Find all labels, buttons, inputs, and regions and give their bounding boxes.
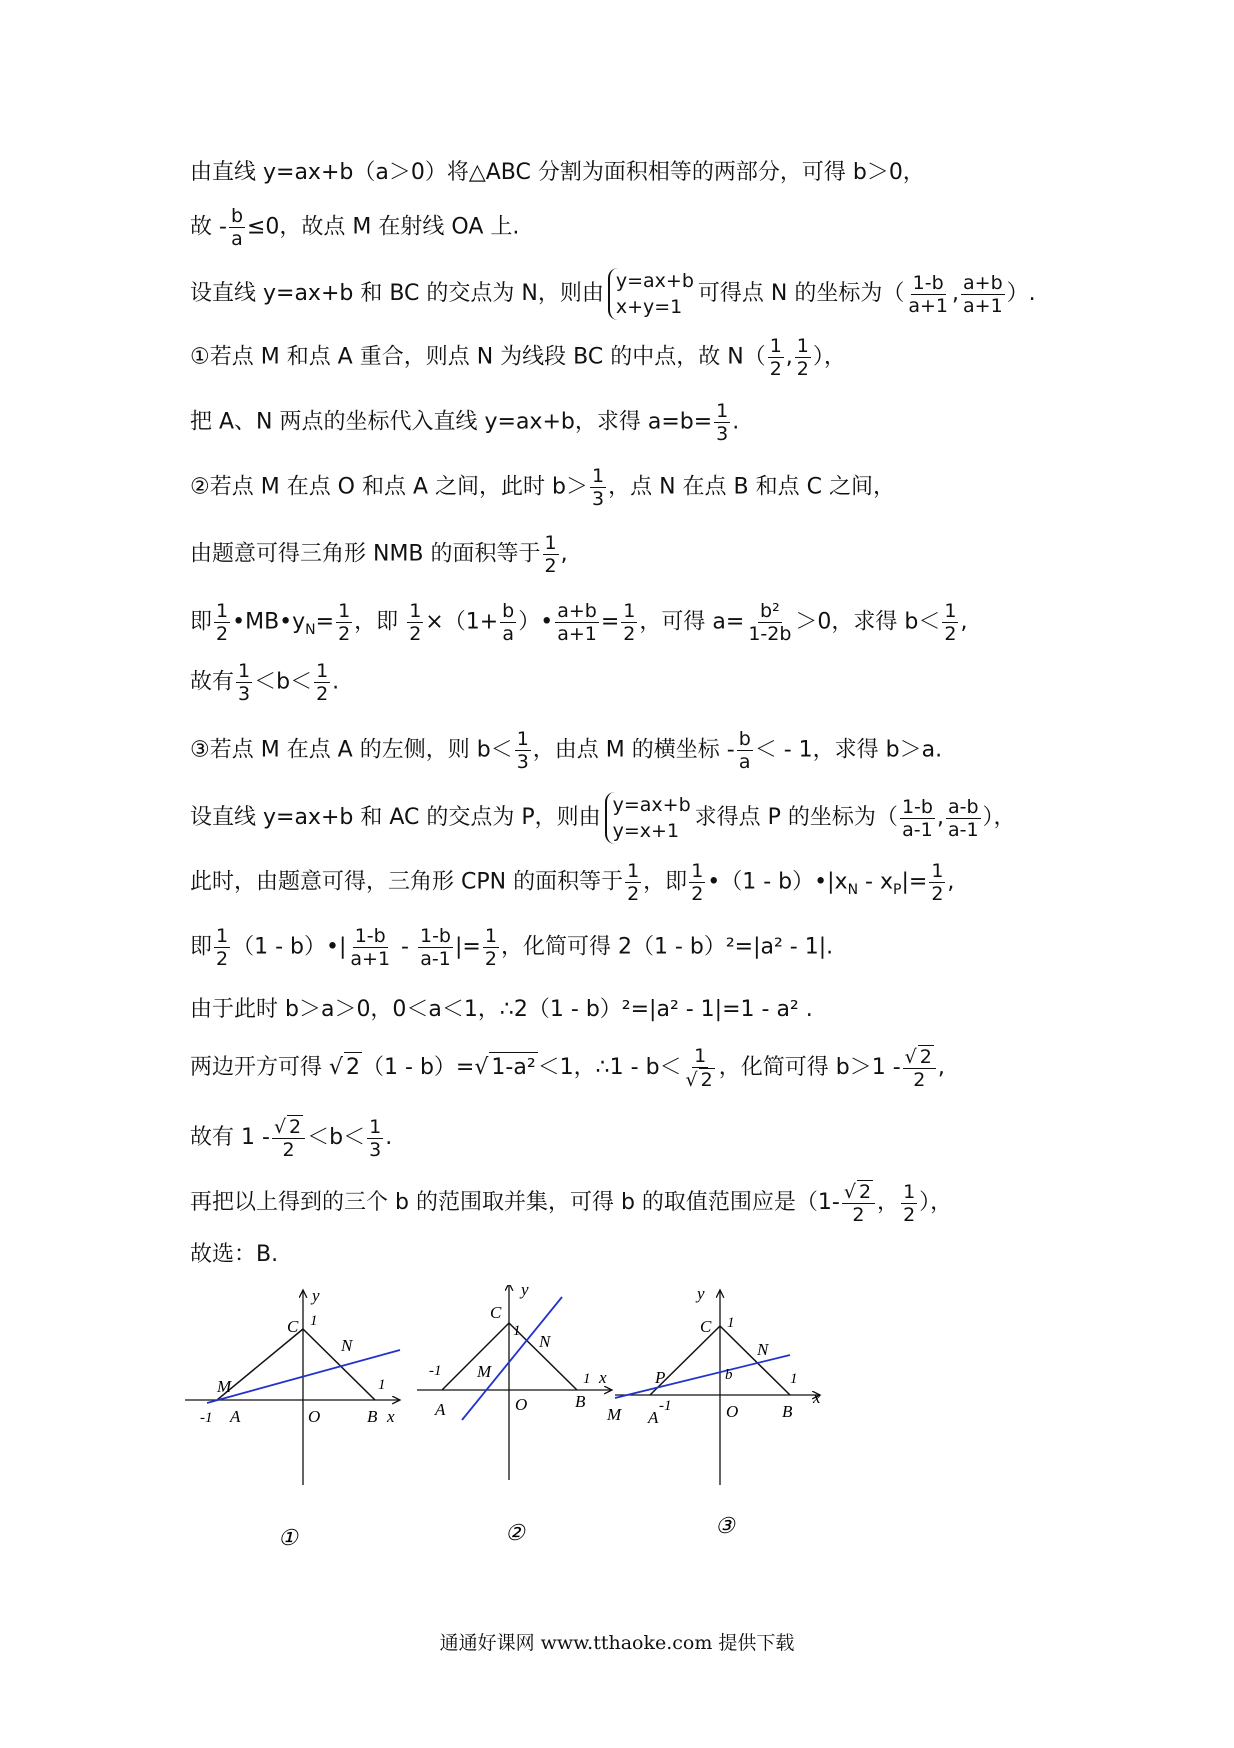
svg-text:A: A	[435, 1400, 446, 1419]
text-line-16: 故有 1 - $\frac{√ 2}{2}$ ＜b＜ $\frac{1}{3}$ .	[190, 1115, 393, 1161]
svg-text:1: 1	[310, 1313, 318, 1329]
svg-text:C: C	[490, 1303, 502, 1322]
svg-text:1: 1	[378, 1377, 386, 1393]
svg-text:N: N	[539, 1332, 551, 1351]
text-line-5: 把 A、N 两点的坐标代入直线 y=ax+b，求得 a=b= $\frac{1}{3}$ .	[190, 400, 740, 445]
svg-text:M: M	[477, 1362, 492, 1381]
equation-system: y=ax+b x+y=1	[608, 268, 694, 320]
figure-1	[185, 1286, 400, 1550]
svg-text:N: N	[757, 1340, 769, 1359]
text-line-11: 设直线 y=ax+b 和 AC 的交点为 P，则由 y=ax+b y=x+1 求得点 P 的坐标为（ $\frac{1-b}{a-1}$ , $\frac{a-b}{a-1}$ ），	[190, 794, 1016, 842]
svg-text:1: 1	[790, 1371, 798, 1387]
svg-text:b: b	[725, 1367, 733, 1383]
fraction: $\frac{b}{a}$	[230, 205, 243, 250]
svg-text:M: M	[607, 1405, 622, 1424]
svg-text:x: x	[813, 1388, 821, 1407]
axis-x-label: x	[387, 1407, 395, 1426]
text-line-3: 设直线 y=ax+b 和 BC 的交点为 N，则由 y=ax+b x+y=1 可得点 N 的坐标为（ $\frac{1-b}{a+1}$ , $\frac{a+b}{a+1}$ ）.	[190, 270, 1036, 318]
svg-text:y: y	[521, 1285, 529, 1299]
text-line-18: 故选：B.	[190, 1242, 279, 1267]
svg-text:O: O	[515, 1395, 528, 1414]
svg-text:y: y	[697, 1285, 705, 1303]
text-line-6: ②若点 M 在点 O 和点 A 之间，此时 b＞ $\frac{1}{3}$ ，点 N 在点 B 和点 C 之间，	[190, 465, 895, 510]
svg-text:O: O	[726, 1402, 739, 1421]
figure-3	[606, 1285, 821, 1538]
svg-text:A: A	[230, 1407, 241, 1426]
text-line-7: 由题意可得三角形 NMB 的面积等于 $\frac{1}{2}$ ,	[190, 532, 568, 577]
svg-text:B: B	[575, 1392, 586, 1411]
text-line-15: 两边开方可得 √ 2（1 - b）=√ 1-a²＜1，∴1 - b＜ $\frac{1}{√ 2}$ ，化简可得 b＞1 - $\frac{√ 2}{2}$ ,	[190, 1045, 945, 1091]
equation-system: y=ax+b y=x+1	[605, 792, 691, 844]
svg-text:C: C	[287, 1317, 299, 1336]
text-line-17: 再把以上得到的三个 b 的范围取并集，可得 b 的取值范围应是（1- $\frac{√ 2}{2}$ ， $\frac{1}{2}$ ），	[190, 1180, 953, 1226]
svg-text:-1: -1	[659, 1398, 672, 1414]
text-line-9: 故有 $\frac{1}{3}$ ＜b＜ $\frac{1}{2}$ .	[190, 660, 340, 705]
line-y-ax-b	[615, 1355, 790, 1398]
svg-text:A: A	[648, 1408, 659, 1427]
svg-text:x: x	[599, 1368, 607, 1387]
line-y-ax-b	[462, 1297, 562, 1420]
text-line-13: 即 $\frac{1}{2}$ （1 - b）•| $\frac{1-b}{a+1}$ - $\frac{1-b}{a-1}$ |= $\frac{1}{2}$ ，化简可得 2（1 - b）²=|a² - 1|.	[190, 925, 834, 970]
svg-text:-1: -1	[200, 1410, 213, 1426]
svg-text:O: O	[308, 1407, 321, 1426]
svg-text:1: 1	[583, 1371, 591, 1387]
svg-text:1: 1	[727, 1315, 735, 1331]
text-line-12: 此时，由题意可得，三角形 CPN 的面积等于 $\frac{1}{2}$ ，即 $\frac{1}{2}$ •（1 - $b)•|x_N - x_P|=$ $\frac{1}{2}$ ,	[190, 860, 955, 905]
text-line-10: ③若点 M 在点 A 的左侧，则 b＜ $\frac{1}{3}$ ，由点 M 的横坐标 - $\frac{b}{a}$ ＜ - 1，求得 b＞a.	[190, 728, 943, 773]
text-line-8: 即 $\frac{1}{2}$ $•MB•y_N=$ $\frac{1}{2}$ ，即 $\frac{1}{2}$ ×（1+ $\frac{b}{a}$ ）• $\frac{a+b}{a+1}$ = $\frac{1}{2}$ ，可得 a= $\frac{\text{b²}}{1-2b}$ ＞0，求得 b＜ $\frac{1}{2}$ ,	[190, 600, 968, 645]
svg-text:1: 1	[513, 1323, 521, 1339]
figure-label: ③	[715, 1513, 735, 1538]
figure-2	[417, 1285, 612, 1545]
svg-text:B: B	[782, 1402, 793, 1421]
text-line-14: 由于此时 b＞a＞0，0＜a＜1，∴2（1 - b）²=|a² - 1|=1 - a² .	[190, 997, 813, 1022]
axis-y-label: y	[312, 1286, 320, 1305]
svg-text:N: N	[341, 1336, 353, 1355]
text-line-1: 由直线 y=ax+b（a＞0）将△ABC 分割为面积相等的两部分，可得 b＞0，	[190, 160, 925, 185]
svg-text:C: C	[700, 1317, 712, 1336]
svg-text:B: B	[367, 1407, 378, 1426]
figure-label: ①	[278, 1525, 298, 1550]
figure-label: ②	[505, 1520, 525, 1545]
text-line-4: ①若点 M 和点 A 重合，则点 N 为线段 BC 的中点，故 N（ $\frac{1}{2}$ , $\frac{1}{2}$ ），	[190, 335, 846, 380]
footer-credit: 通通好课网 www.tthaoke.com 提供下载	[439, 1632, 795, 1654]
svg-text:P: P	[655, 1368, 666, 1387]
svg-text:M: M	[217, 1377, 232, 1396]
text-line-2: 故 - $\frac{b}{a}$ ≤0，故点 M 在射线 OA 上.	[190, 205, 520, 250]
svg-text:-1: -1	[429, 1363, 442, 1379]
figures	[185, 1285, 935, 1585]
